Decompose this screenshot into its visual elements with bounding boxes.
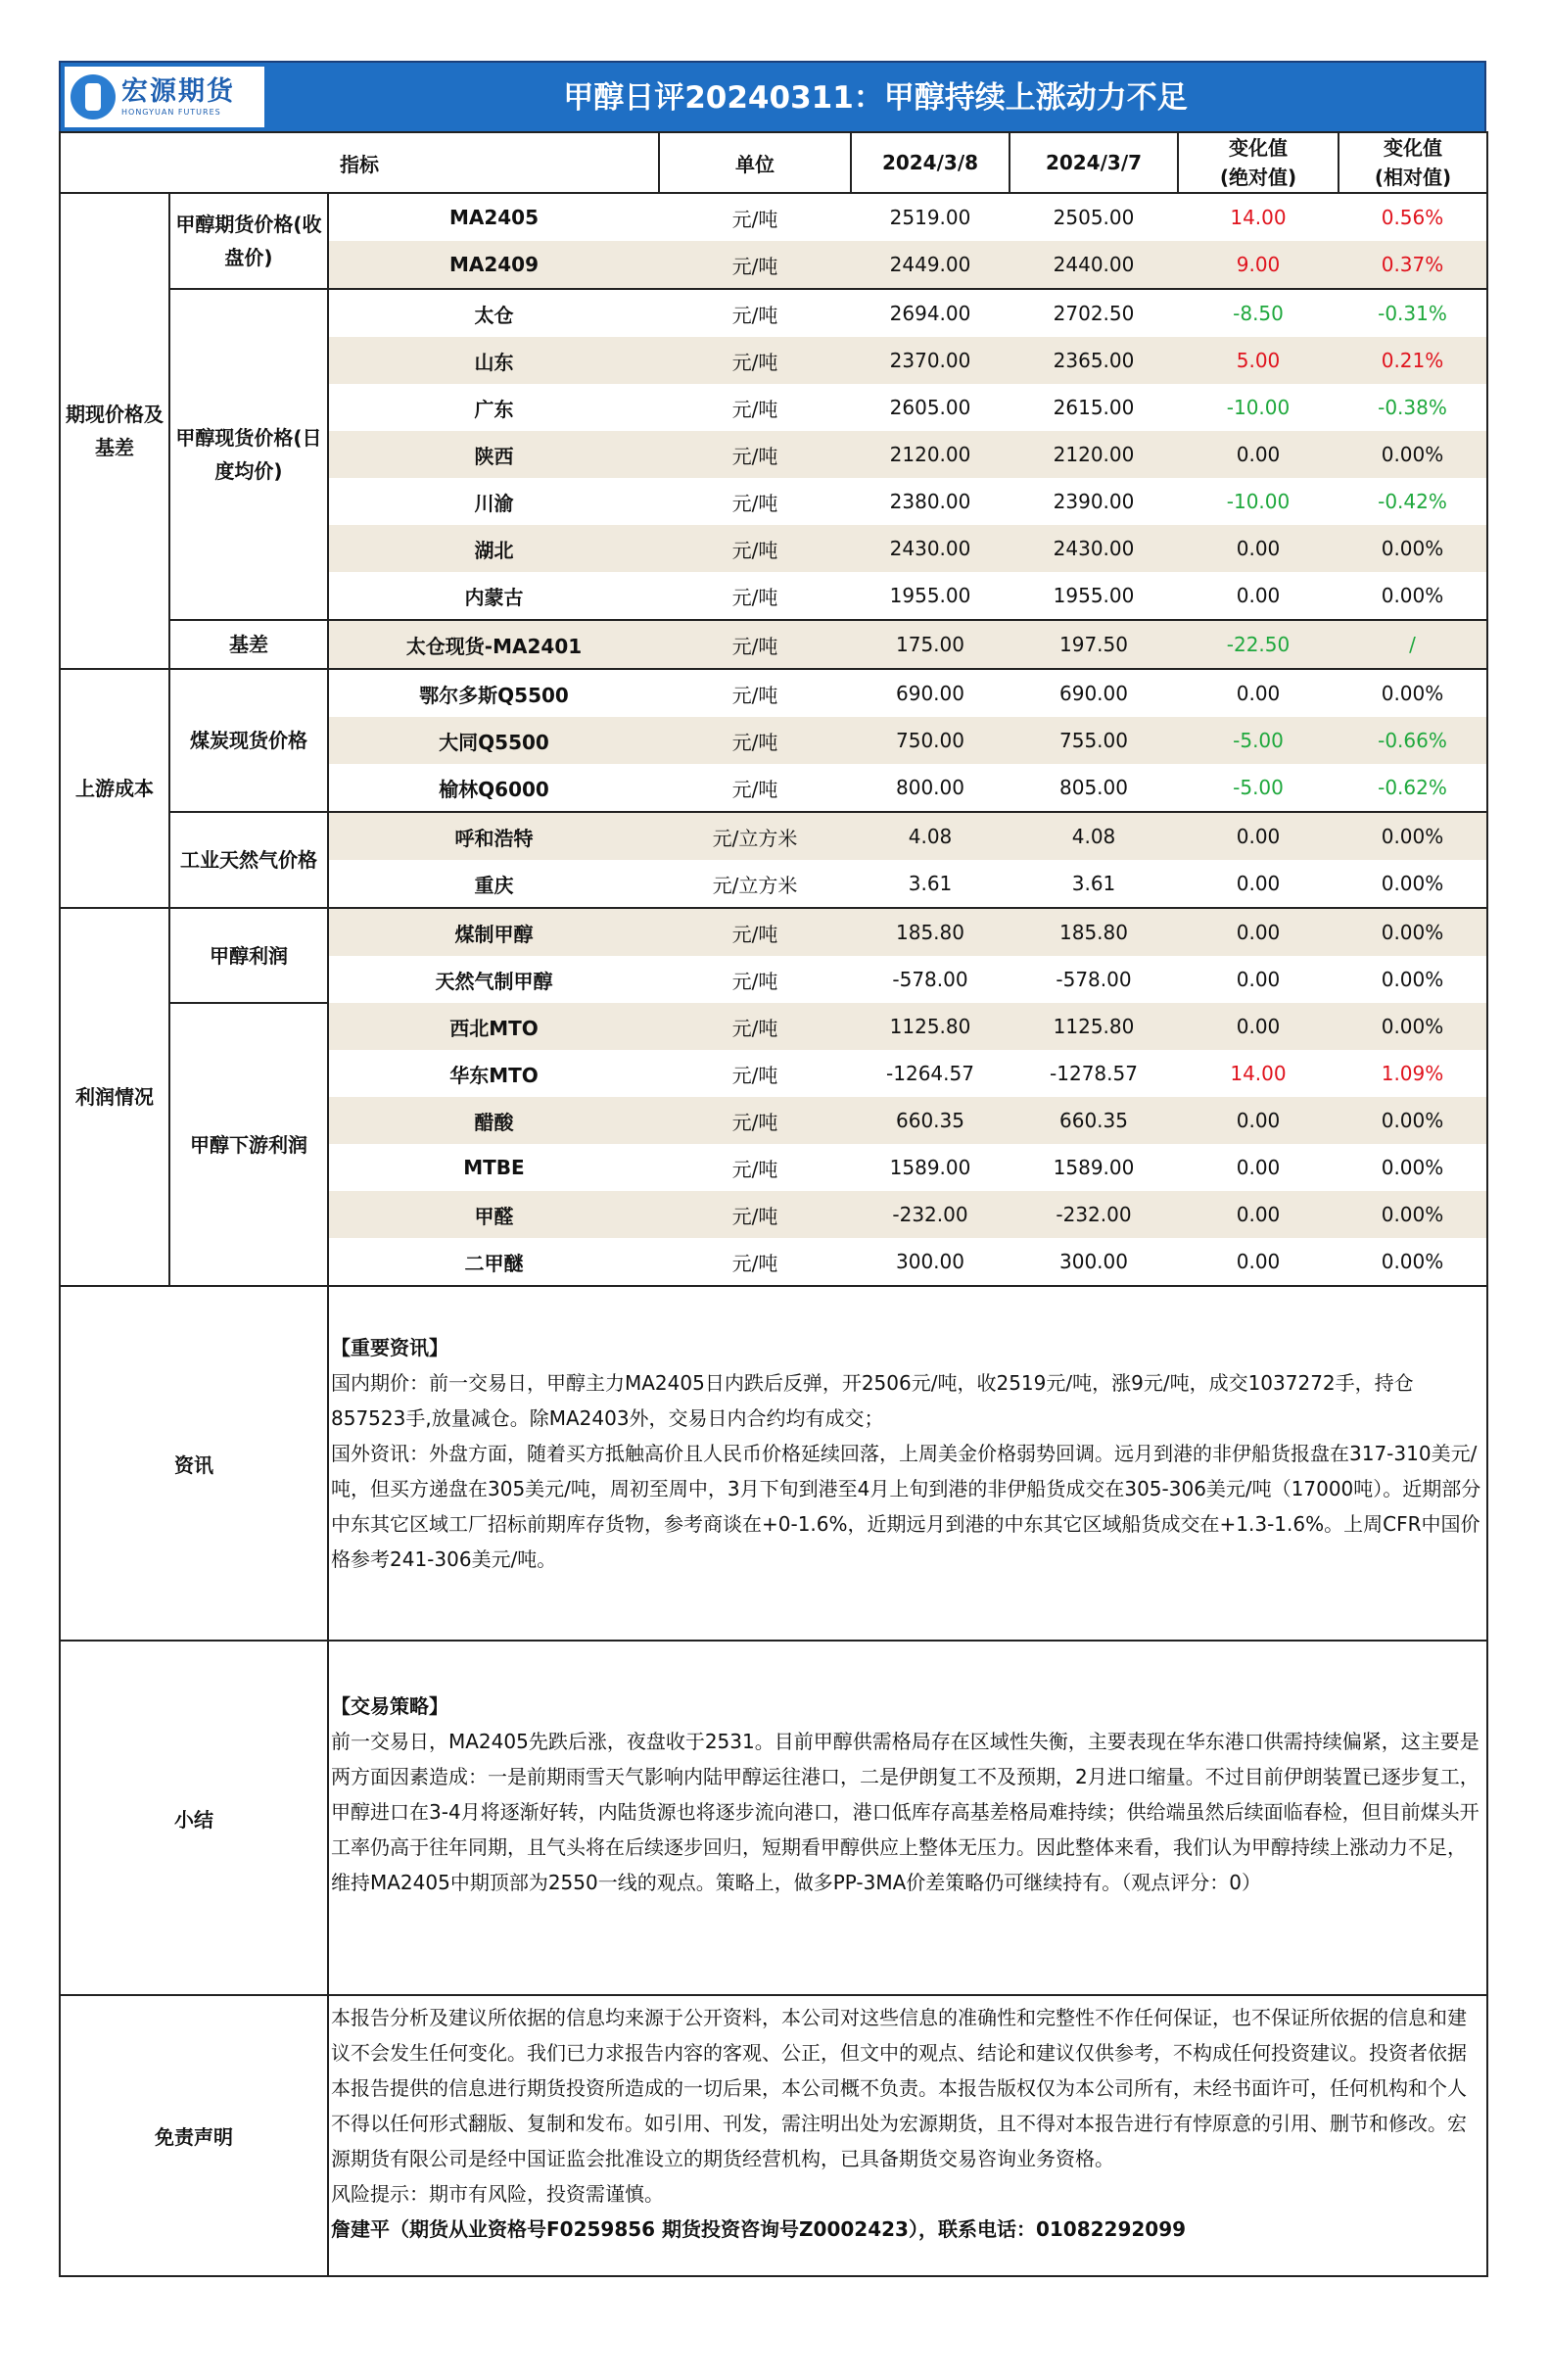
indicator-cell: MTBE (463, 1156, 525, 1179)
abs-change-cell: 0.00 (1236, 1156, 1281, 1179)
value-date1-cell: 2519.00 (889, 206, 971, 229)
unit-cell: 元/吨 (659, 241, 851, 289)
unit-cell: 元/吨 (659, 1003, 851, 1050)
news-content (328, 1286, 1487, 1641)
indicator-cell: 煤制甲醇 (328, 908, 659, 956)
value-date1-cell: 2694.00 (889, 302, 971, 325)
unit-cell: 元/吨 (731, 491, 778, 515)
rel-change-cell: -0.42% (1339, 478, 1487, 525)
rel-change-cell: 0.00% (1339, 956, 1487, 1003)
abs-change-cell: 0.00 (1236, 682, 1281, 705)
unit-cell: 元/吨 (659, 620, 851, 669)
unit-cell: 元/吨 (659, 525, 851, 572)
disclaimer-label: 免责声明 (60, 1995, 328, 2276)
news-label: 资讯 (60, 1286, 328, 1641)
value-date2-cell: -232.00 (1010, 1191, 1178, 1238)
rel-change-cell: 0.56% (1339, 193, 1487, 241)
subsection-label: 甲醇下游利润 (169, 1003, 328, 1286)
abs-change-cell: -5.00 (1178, 717, 1339, 764)
value-date2-cell: 805.00 (1010, 764, 1178, 812)
abs-change-cell: 5.00 (1178, 337, 1339, 384)
value-date2-cell: 2615.00 (1053, 396, 1135, 419)
indicator-cell: 湖北 (328, 525, 659, 572)
rel-change-cell: 0.00% (1339, 812, 1487, 860)
table-header (60, 132, 1487, 193)
value-date2-cell: 3.61 (1010, 860, 1178, 908)
news-heading: 【重要资讯】 (331, 1336, 448, 1359)
unit-cell: 元/吨 (731, 969, 778, 993)
unit-cell: 元/吨 (659, 1191, 851, 1238)
indicator-cell: MA2409 (328, 241, 659, 289)
subsection-label: 基差 (169, 620, 328, 669)
indicator-cell: MA2405 (448, 206, 540, 229)
subsection-label: 煤炭现货价格 (169, 669, 328, 812)
abs-change-cell: -10.00 (1226, 490, 1291, 513)
value-date1-cell: 2370.00 (851, 337, 1010, 384)
value-date1-cell: 185.80 (851, 908, 1010, 956)
unit-cell: 元/吨 (731, 1063, 778, 1087)
abs-change-cell: 0.00 (1178, 1097, 1339, 1144)
abs-change-cell: -10.00 (1226, 396, 1291, 419)
disclaimer-author: 詹建平（期货从业资格号F0259856 期货投资咨询号Z0002423），联系电话：01082292099 (331, 2217, 1187, 2241)
indicator-cell: 二甲醚 (328, 1238, 659, 1286)
value-date1-cell: 2605.00 (889, 396, 971, 419)
abs-change-cell: 0.00 (1178, 1238, 1339, 1286)
value-date1-cell: 2380.00 (889, 490, 971, 513)
value-date1-cell: 4.08 (851, 812, 1010, 860)
abs-change-cell: 0.00 (1178, 1191, 1339, 1238)
section-label: 上游成本 (60, 669, 169, 908)
value-date2-cell: 2440.00 (1010, 241, 1178, 289)
abs-change-cell: 0.00 (1178, 525, 1339, 572)
abs-change-cell: -22.50 (1178, 620, 1339, 669)
abs-change-cell: 0.00 (1178, 812, 1339, 860)
rel-change-cell: 0.21% (1339, 337, 1487, 384)
value-date2-cell: 755.00 (1010, 717, 1178, 764)
rel-change-cell: -0.62% (1339, 764, 1487, 812)
value-date1-cell: -1264.57 (886, 1062, 974, 1085)
unit-cell: 元/吨 (731, 207, 778, 231)
section-label: 期现价格及基差 (60, 193, 169, 669)
unit-cell: 元/吨 (731, 1157, 778, 1181)
indicator-cell: 大同Q5500 (328, 717, 659, 764)
indicator-cell: 川渝 (474, 491, 514, 515)
logo-en: HONGYUAN FUTURES (121, 108, 221, 117)
rel-change-cell: 0.00% (1339, 1003, 1487, 1050)
rel-change-cell: 0.00% (1339, 1238, 1487, 1286)
table-row (60, 669, 1487, 717)
rel-change-cell: 0.37% (1339, 241, 1487, 289)
indicator-cell: 太仓现货-MA2401 (328, 620, 659, 669)
value-date2-cell: 2505.00 (1053, 206, 1135, 229)
summary-heading: 【交易策略】 (331, 1694, 448, 1718)
col-indicator: 指标 (60, 132, 659, 193)
indicator-cell: 太仓 (474, 303, 514, 327)
abs-change-cell: -5.00 (1178, 764, 1339, 812)
disclaimer-body: 本报告分析及建议所依据的信息均来源于公开资料，本公司对这些信息的准确性和完整性不作任何保证，也不保证所依据的信息和建议不会发生任何变化。我们已力求报告内容的客观、公正，但文中的观点、结论和建议仅供参考，不构成任何投资建议。投资者依据本报告提供的信息进行期货投资所造成的一切后果，本公司概不负责。本报告版权仅为本公司所有，未经书面许可，任何机构和个人不得以任何形式翻版、复制和发布。如引用、刊发，需注明出处为宏源期货，且不得对本报告进行有悖原意的引用、删节和修改。宏源期货有限公司是经中国证监会批准设立的期货经营机构，已具备期货交易咨询业务资格。 (331, 2006, 1467, 2170)
indicator-cell: 内蒙古 (328, 572, 659, 620)
abs-change-cell: -8.50 (1233, 302, 1284, 325)
value-date1-cell: 800.00 (851, 764, 1010, 812)
value-date2-cell: 2430.00 (1010, 525, 1178, 572)
value-date1-cell: 660.35 (851, 1097, 1010, 1144)
value-date2-cell: 1955.00 (1010, 572, 1178, 620)
indicator-cell: 醋酸 (328, 1097, 659, 1144)
value-date2-cell: 185.80 (1010, 908, 1178, 956)
rel-change-cell: 0.00% (1339, 1191, 1487, 1238)
col-date2: 2024/3/7 (1010, 132, 1178, 193)
value-date2-cell: 690.00 (1059, 682, 1128, 705)
col-rel-change: 变化值 (相对值) (1339, 132, 1487, 193)
indicator-cell: 天然气制甲醇 (435, 969, 553, 993)
company-logo (65, 67, 264, 127)
unit-cell: 元/吨 (659, 337, 851, 384)
value-date1-cell: 2430.00 (851, 525, 1010, 572)
report-page (59, 61, 1486, 2277)
table-row (60, 812, 1487, 860)
news-domestic: 国内期价：前一交易日，甲醇主力MA2405日内跌后反弹，开2506元/吨，收2519元/吨，涨9元/吨，成交1037272手，持仓857523手,放量减仓。除MA2403外，交易日内合约均有成交； (331, 1371, 1414, 1430)
rel-change-cell: 0.00% (1339, 525, 1487, 572)
abs-change-cell: 14.00 (1230, 1062, 1287, 1085)
value-date1-cell: 1589.00 (889, 1156, 971, 1179)
news-foreign: 国外资讯：外盘方面，随着买方抵触高价且人民币价格延续回落，上周美金价格弱势回调。远月到港的非伊船货报盘在317-310美元/吨，但买方递盘在305美元/吨，周初至周中，3月下旬到港至4月上旬到港的非伊船货成交在305-306美元/吨（17000吨）。近期部分中东其它区域工厂招标前期库存货物，参考商谈在+0-1.6%，近期远月到港的中东其它区域船货成交在+1.3-1.6%。上周CFR中国价格参考241-306美元/吨。 (331, 1442, 1481, 1571)
unit-cell: 元/吨 (731, 303, 778, 327)
abs-change-cell: 14.00 (1230, 206, 1287, 229)
value-date2-cell: 2390.00 (1053, 490, 1135, 513)
section-label: 利润情况 (60, 908, 169, 1286)
rel-change-cell: 0.00% (1339, 1097, 1487, 1144)
subsection-label: 甲醇期货价格(收盘价) (169, 193, 328, 289)
unit-cell: 元/吨 (659, 717, 851, 764)
table-body (60, 193, 1487, 1286)
abs-change-cell: 9.00 (1178, 241, 1339, 289)
indicator-cell: 鄂尔多斯Q5500 (419, 683, 569, 707)
indicator-cell: 呼和浩特 (328, 812, 659, 860)
unit-cell: 元/吨 (731, 397, 778, 421)
value-date1-cell: 690.00 (896, 682, 964, 705)
unit-cell: 元/吨 (659, 908, 851, 956)
disclaimer-row (60, 1995, 1487, 2276)
value-date2-cell: 2120.00 (1010, 431, 1178, 478)
value-date2-cell: 4.08 (1010, 812, 1178, 860)
value-date1-cell: 1125.80 (851, 1003, 1010, 1050)
subsection-label: 工业天然气价格 (169, 812, 328, 908)
report-title: 甲醇日评20240311：甲醇持续上涨动力不足 (563, 80, 1188, 116)
rel-change-cell: -0.38% (1339, 384, 1487, 431)
abs-change-cell: 0.00 (1178, 572, 1339, 620)
indicator-cell: 陕西 (328, 431, 659, 478)
logo-mark-icon (70, 74, 116, 119)
unit-cell: 元/吨 (659, 431, 851, 478)
table-row (60, 289, 1487, 337)
unit-cell: 元/立方米 (659, 812, 851, 860)
abs-change-cell: 0.00 (1178, 1003, 1339, 1050)
col-date1: 2024/3/8 (851, 132, 1010, 193)
unit-cell: 元/吨 (731, 683, 778, 707)
value-date1-cell: -232.00 (851, 1191, 1010, 1238)
value-date1-cell: 2449.00 (851, 241, 1010, 289)
table-row (60, 1003, 1487, 1050)
unit-cell: 元/吨 (659, 1238, 851, 1286)
report-banner (59, 61, 1486, 131)
summary-row (60, 1641, 1487, 1995)
value-date2-cell: 1125.80 (1010, 1003, 1178, 1050)
value-date2-cell: 660.35 (1010, 1097, 1178, 1144)
logo-cn: 宏源期货 (121, 76, 235, 107)
news-row (60, 1286, 1487, 1641)
indicator-cell: 山东 (328, 337, 659, 384)
summary-label: 小结 (60, 1641, 328, 1995)
col-abs-change: 变化值 (绝对值) (1178, 132, 1339, 193)
col-unit: 单位 (659, 132, 851, 193)
rel-change-cell: 1.09% (1339, 1050, 1487, 1097)
abs-change-cell: 0.00 (1178, 908, 1339, 956)
unit-cell: 元/吨 (659, 1097, 851, 1144)
indicator-cell: 榆林Q6000 (328, 764, 659, 812)
rel-change-cell: 0.00% (1339, 572, 1487, 620)
rel-change-cell: -0.31% (1339, 289, 1487, 337)
abs-change-cell: 0.00 (1236, 968, 1281, 991)
value-date2-cell: 2702.50 (1053, 302, 1135, 325)
rel-change-cell: -0.66% (1339, 717, 1487, 764)
unit-cell: 元/立方米 (659, 860, 851, 908)
abs-change-cell: 0.00 (1178, 860, 1339, 908)
unit-cell: 元/吨 (659, 572, 851, 620)
subsection-label: 甲醇利润 (169, 908, 328, 1003)
indicator-cell: 广东 (474, 397, 514, 421)
value-date1-cell: 750.00 (851, 717, 1010, 764)
value-date1-cell: 2120.00 (851, 431, 1010, 478)
summary-body: 前一交易日，MA2405先跌后涨，夜盘收于2531。目前甲醇供需格局存在区域性失衡，主要表现在华东港口供需持续偏紧，这主要是两方面因素造成：一是前期雨雪天气影响内陆甲醇运往港口，二是伊朗复工不及预期，2月进口缩量。不过目前伊朗装置已逐步复工，甲醇进口在3-4月将逐渐好转，内陆货源也将逐步流向港口，港口低库存高基差格局难持续；供给端虽然后续面临春检，但目前煤头开工率仍高于往年同期，且气头将在后续逐步回归，短期看甲醇供应上整体无压力。因此整体来看，我们认为甲醇持续上涨动力不足，维持MA2405中期顶部为2550一线的观点。策略上，做多PP-3MA价差策略仍可继续持有。（观点评分：0） (331, 1730, 1480, 1894)
unit-cell: 元/吨 (659, 764, 851, 812)
value-date2-cell: 1589.00 (1053, 1156, 1135, 1179)
table-row (60, 908, 1487, 956)
indicator-table (59, 131, 1488, 2277)
indicator-cell: 甲醛 (328, 1191, 659, 1238)
subsection-label: 甲醇现货价格(日度均价) (169, 289, 328, 620)
indicator-cell: 西北MTO (328, 1003, 659, 1050)
value-date1-cell: 3.61 (851, 860, 1010, 908)
indicator-cell: 重庆 (328, 860, 659, 908)
summary-content (328, 1641, 1487, 1995)
value-date2-cell: -578.00 (1056, 968, 1132, 991)
rel-change-cell: 0.00% (1339, 1144, 1487, 1191)
value-date2-cell: 197.50 (1010, 620, 1178, 669)
value-date1-cell: 1955.00 (851, 572, 1010, 620)
abs-change-cell: 0.00 (1178, 431, 1339, 478)
rel-change-cell: 0.00% (1339, 860, 1487, 908)
disclaimer-risk: 风险提示：期市有风险，投资需谨慎。 (331, 2182, 664, 2206)
rel-change-cell: 0.00% (1339, 431, 1487, 478)
table-row (60, 620, 1487, 669)
value-date1-cell: 175.00 (851, 620, 1010, 669)
value-date1-cell: -578.00 (892, 968, 968, 991)
value-date2-cell: 2365.00 (1010, 337, 1178, 384)
rel-change-cell: 0.00% (1339, 908, 1487, 956)
table-row (60, 193, 1487, 241)
rel-change-cell: 0.00% (1339, 669, 1487, 717)
rel-change-cell: / (1339, 620, 1487, 669)
value-date2-cell: -1278.57 (1050, 1062, 1138, 1085)
disclaimer-content (328, 1995, 1487, 2276)
value-date2-cell: 300.00 (1010, 1238, 1178, 1286)
value-date1-cell: 300.00 (851, 1238, 1010, 1286)
indicator-cell: 华东MTO (449, 1063, 539, 1087)
